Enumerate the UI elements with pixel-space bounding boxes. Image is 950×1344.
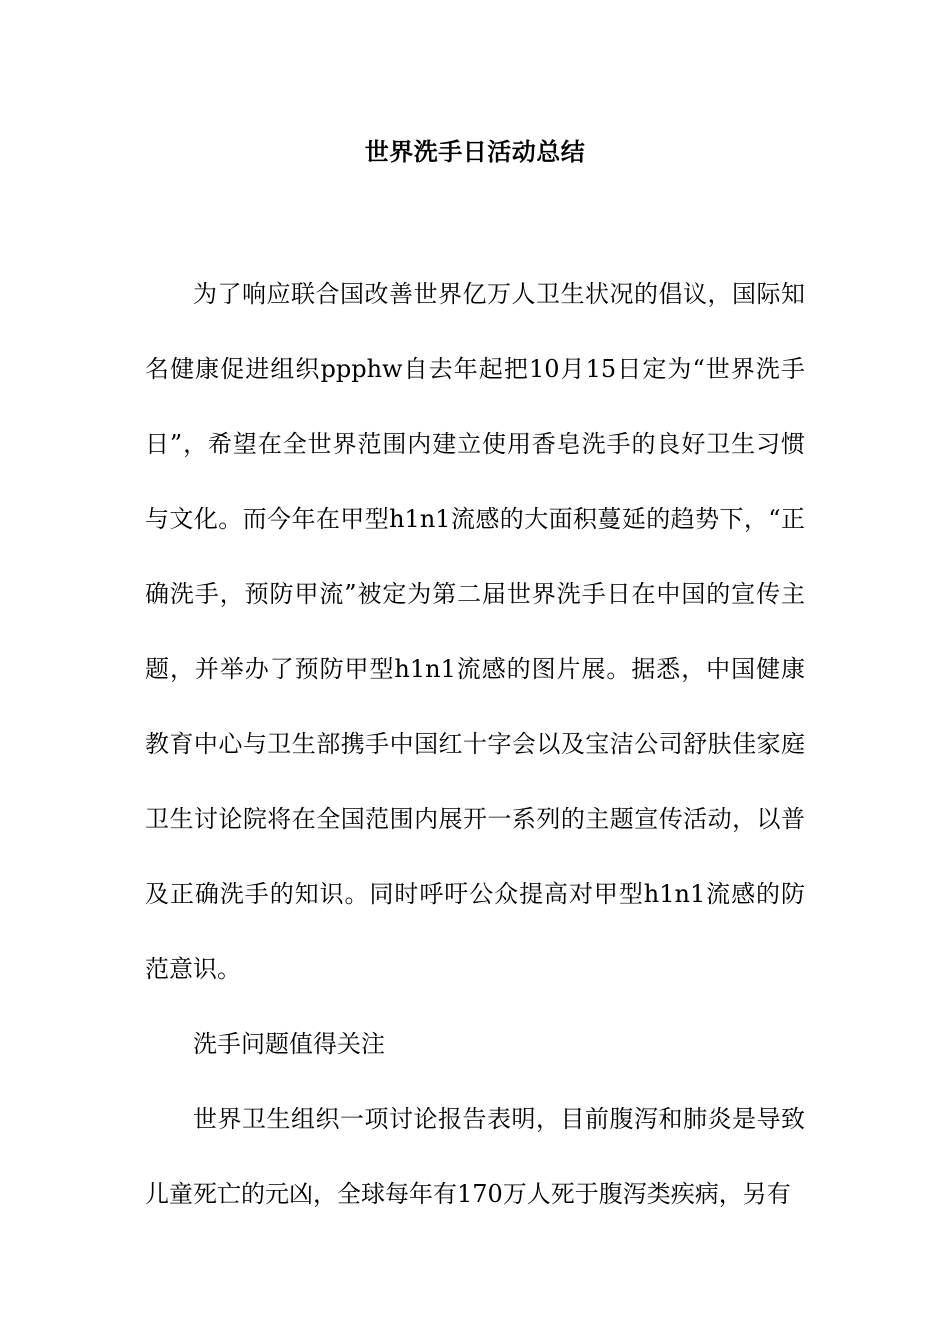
paragraph-who-report: 世界卫生组织一项讨论报告表明，目前腹泻和肺炎是导致儿童死亡的元凶，全球每年有170万人死于腹泻类疾病，另有 (145, 1105, 805, 1208)
paragraph-intro: 为了响应联合国改善世界亿万人卫生状况的倡议，国际知名健康促进组织ppphw自去年起把10月15日定为“世界洗手日”，希望在全世界范围内建立使用香皂洗手的良好卫生习惯与文化。而今年在甲型h1n1流感的大面积蔓延的趋势下，“正确洗手，预防甲流”被定为第二届世界洗手日在中国的宣传主题，并举办了预防甲型h1n1流感的图片展。据悉，中国健康教育中心与卫生部携手中国红十字会以及宝洁公司舒肤佳家庭卫生讨论院将在全国范围内展开一系列的主题宣传活动，以普及正确洗手的知识。同时呼吁公众提高对甲型h1n1流感的防范意识。 (145, 280, 805, 983)
section-heading: 洗手问题值得关注 (193, 1030, 385, 1058)
document-body (145, 257, 805, 1232)
document-title: 世界洗手日活动总结 (364, 137, 586, 166)
